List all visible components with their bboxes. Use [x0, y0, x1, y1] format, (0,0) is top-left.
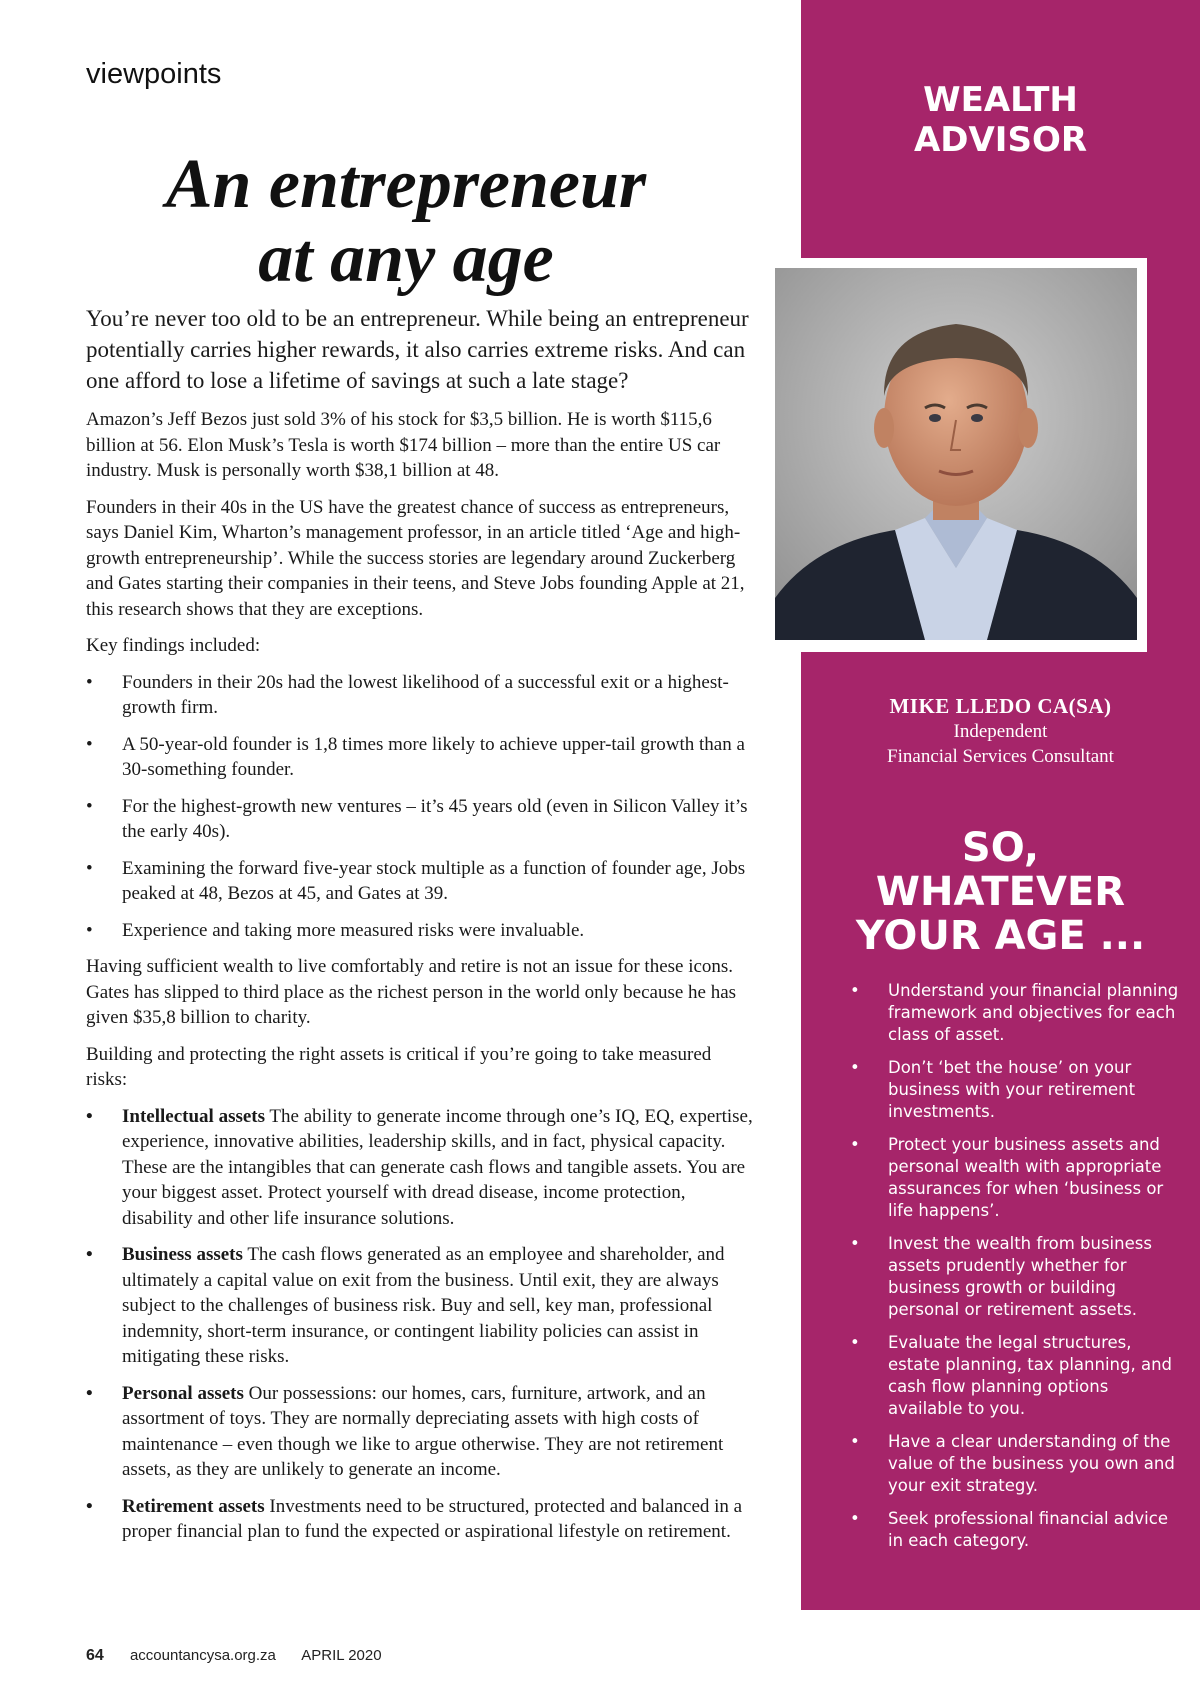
list-item — [86, 1242, 756, 1370]
bullet-icon: • — [86, 1105, 93, 1127]
bullet-icon: • — [850, 1234, 860, 1253]
list-item — [850, 1508, 1180, 1552]
list-item — [850, 1431, 1180, 1497]
list-item-text: A 50-year-old founder is 1,8 times more likely to achieve upper-tail growth than a 30-something founder. — [122, 733, 745, 780]
author-byline — [801, 693, 1200, 769]
bullet-icon: • — [86, 795, 93, 817]
section-label: viewpoints — [86, 58, 222, 90]
author-role-line-1: Independent — [953, 721, 1048, 742]
footer-issue-date: APRIL 2020 — [301, 1647, 382, 1664]
bullet-icon: • — [86, 1244, 93, 1265]
list-item-text: Founders in their 20s had the lowest likelihood of a successful exit or a highest-growth firm. — [122, 671, 729, 718]
list-item — [850, 1057, 1180, 1123]
sidebar-heading — [801, 826, 1200, 958]
paragraph: Key findings included: — [86, 635, 261, 656]
bullet-icon: • — [86, 919, 93, 941]
paragraph: Amazon’s Jeff Bezos just sold 3% of his stock for $3,5 billion. He is worth $115,6 billion at 56. Elon Musk’s Tesla is worth $174 billion – more than the entire US car industry. Musk is personally worth $38,1 billion at 48. — [86, 409, 721, 481]
list-item — [86, 794, 756, 845]
bullet-icon: • — [850, 1333, 860, 1352]
article-lede: You’re never too old to be an entrepreneur. While being an entrepreneur potentially carries higher rewards, it also carries extreme risks. And can one afford to lose a lifetime of savings at such a late stage? — [86, 306, 749, 393]
list-item — [86, 856, 756, 907]
assets-list — [86, 1104, 756, 1545]
bullet-icon: • — [86, 1382, 93, 1404]
key-findings-list — [86, 670, 756, 944]
paragraph: Having sufficient wealth to live comfortably and retire is not an issue for these icons. Gates has slipped to third place as the richest person in the world only because he has given $35,8 billion to charity. — [86, 956, 737, 1028]
list-item-text: Experience and taking more measured risks were invaluable. — [122, 919, 585, 941]
asset-term: Intellectual assets — [122, 1105, 266, 1127]
article-body — [86, 303, 756, 1556]
list-item — [86, 1494, 756, 1545]
bullet-icon: • — [850, 1432, 860, 1451]
paragraph: Founders in their 40s in the US have the greatest chance of success as entrepreneurs, says Daniel Kim, Wharton’s management professor, in an article titled ‘Age and high-growth entrepreneurship’. While the success stories are legendary around Zuckerberg and Gates starting their companies in their teens, and Steve Jobs founding Apple at 21, this research shows that they are exceptions. — [86, 496, 745, 620]
asset-description: The ability to generate income through one’s IQ, EQ, expertise, experience, innovative abilities, leadership skills, and in fact, physical capacity. These are the intangibles that can generate cash flows and tangible assets. You are your biggest asset. Protect yourself with dread disease, income protection, disability and other life insurance solutions. — [122, 1105, 753, 1229]
asset-description: Our possessions: our homes, cars, furniture, artwork, and an assortment of toys. They are normally depreciating assets with high costs of maintenance – even though we like to argue otherwise. They are not retirement assets, as they are unlikely to generate an income. — [122, 1382, 724, 1480]
author-portrait — [775, 268, 1137, 640]
bullet-icon: • — [850, 981, 860, 1000]
list-item — [86, 670, 756, 721]
author-photo-frame — [763, 258, 1147, 652]
list-item — [86, 732, 756, 783]
page-number: 64 — [86, 1647, 104, 1664]
asset-description: Investments need to be structured, protected and balanced in a proper financial plan to fund the expected or aspirational lifestyle on retirement. — [122, 1495, 743, 1542]
sidebar-title-line-1: WEALTH — [923, 80, 1078, 120]
list-item-text: For the highest-growth new ventures – it’s 45 years old (even in Silicon Valley it’s the early 40s). — [122, 795, 748, 842]
tip-text: Invest the wealth from business assets prudently whether for business growth or building personal or retirement assets. — [888, 1234, 1152, 1319]
bullet-icon: • — [86, 857, 93, 879]
bullet-icon: • — [86, 1495, 93, 1517]
sidebar-title-line-2: ADVISOR — [913, 120, 1088, 160]
bullet-icon: • — [850, 1135, 860, 1154]
headline-line-1: An entrepreneur — [165, 146, 647, 223]
tip-text: Understand your financial planning framework and objectives for each class of asset. — [888, 981, 1179, 1044]
bullet-icon: • — [850, 1509, 860, 1528]
tip-text: Don’t ‘bet the house’ on your business with your retirement investments. — [888, 1058, 1136, 1121]
sidebar-heading-line-1: SO, — [961, 825, 1040, 871]
tip-text: Have a clear understanding of the value of the business you own and your exit strategy. — [888, 1432, 1175, 1495]
list-item — [86, 1381, 756, 1483]
author-role-line-2: Financial Services Consultant — [887, 746, 1114, 767]
footer-website: accountancysa.org.za — [129, 1647, 276, 1664]
tip-text: Protect your business assets and personal wealth with appropriate assurances for when ‘business or life happens’. — [888, 1135, 1164, 1220]
list-item — [86, 918, 756, 944]
tip-text: Seek professional financial advice in each category. — [888, 1509, 1168, 1550]
page-footer — [86, 1647, 382, 1665]
asset-term: Retirement assets — [122, 1495, 265, 1517]
article-headline — [86, 148, 726, 296]
tip-text: Evaluate the legal structures, estate planning, tax planning, and cash flow planning options available to you. — [888, 1333, 1173, 1418]
headline-line-2: at any age — [258, 220, 554, 297]
asset-term: Personal assets — [122, 1382, 244, 1404]
paragraph: Building and protecting the right assets is critical if you’re going to take measured risks: — [86, 1043, 712, 1090]
bullet-icon: • — [86, 671, 93, 693]
bullet-icon: • — [86, 733, 93, 755]
sidebar-heading-line-2: WHATEVER — [875, 869, 1126, 915]
sidebar-title — [801, 80, 1200, 160]
list-item — [86, 1104, 756, 1232]
asset-term: Business assets — [122, 1244, 243, 1265]
list-item-text: Examining the forward five-year stock multiple as a function of founder age, Jobs peaked at 48, Bezos at 45, and Gates at 39. — [122, 857, 746, 904]
list-item — [850, 980, 1180, 1046]
list-item — [850, 1233, 1180, 1321]
asset-description: The cash flows generated as an employee and shareholder, and ultimately a capital value on exit from the business. Until exit, they are always subject to the challenges of business risk. Buy and sell, key man, professional indemnity, short-term insurance, or contingent liability policies can assist in mitigating these risks. — [122, 1244, 725, 1367]
sidebar-heading-line-3: YOUR AGE ... — [855, 913, 1146, 959]
author-name: MIKE LLEDO CA(SA) — [889, 694, 1112, 718]
list-item — [850, 1332, 1180, 1420]
sidebar-tips-list — [850, 980, 1180, 1563]
list-item — [850, 1134, 1180, 1222]
bullet-icon: • — [850, 1058, 860, 1077]
